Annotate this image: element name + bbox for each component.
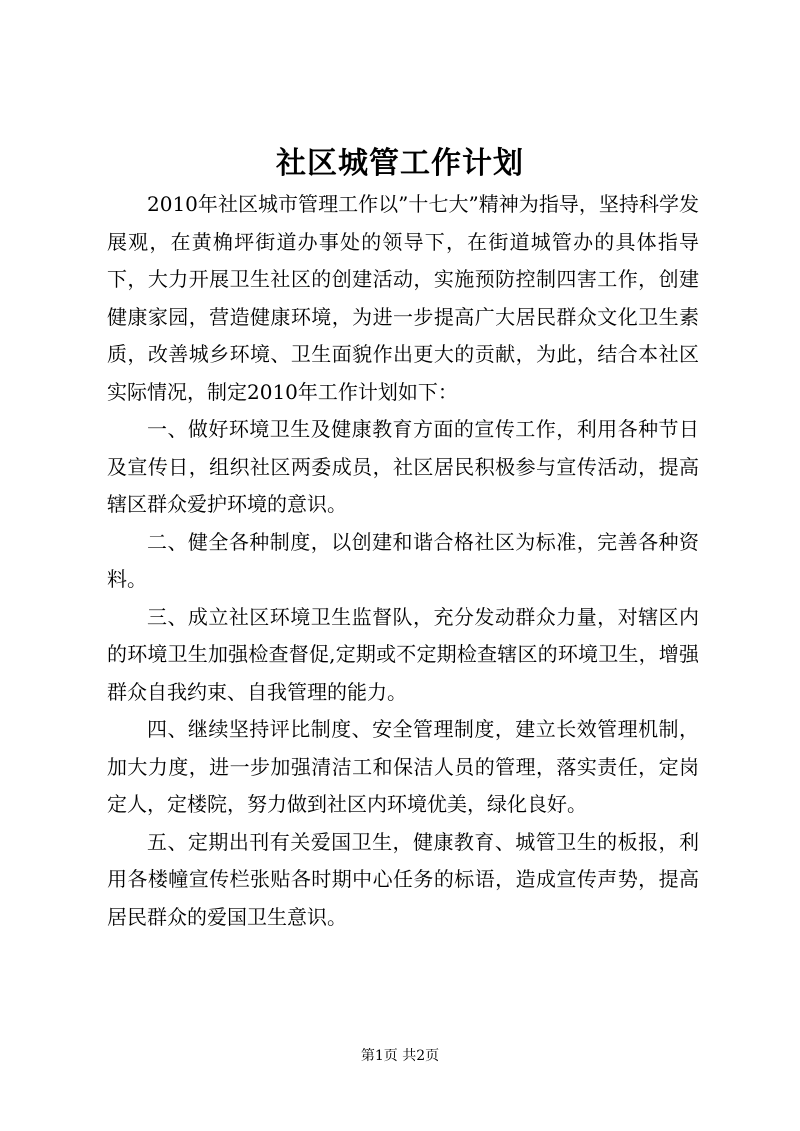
paragraph-item-1: 一、做好环境卫生及健康教育方面的宣传工作，利用各种节日及宣传日，组织社区两委成员，社区居民积极参与宣传活动，提高辖区群众爱护环境的意识。 — [107, 417, 699, 516]
document-body — [107, 186, 699, 936]
page-footer: 第1页 共2页 — [360, 1048, 440, 1064]
paragraph-item-4: 四、继续坚持评比制度、安全管理制度，建立长效管理机制，加大力度，进一步加强清洁工和保洁人员的管理，落实责任，定岗定人，定楼院，努力做到社区内环境优美，绿化良好。 — [107, 717, 699, 816]
paragraph-item-2: 二、健全各种制度，以创建和谐合格社区为标准，完善各种资料。 — [107, 529, 699, 591]
paragraph-item-5: 五、定期出刊有关爱国卫生，健康教育、城管卫生的板报，利用各楼幢宣传栏张贴各时期中心任务的标语，造成宣传声势，提高居民群众的爱国卫生意识。 — [107, 829, 699, 929]
paragraph-item-3: 三、成立社区环境卫生监督队，充分发动群众力量，对辖区内的环境卫生加强检查督促,定期或不定期检查辖区的环境卫生，增强群众自我约束、自我管理的能力。 — [107, 604, 699, 704]
document-title: 社区城管工作计划 — [276, 146, 524, 181]
paragraph-intro: 2010年社区城市管理工作以”十七大”精神为指导，坚持科学发展观，在黄桷坪街道办事处的领导下，在街道城管办的具体指导下，大力开展卫生社区的创建活动，实施预防控制四害工作，创建健康家园，营造健康环境，为进一步提高广大居民群众文化卫生素质，改善城乡环境、卫生面貌作出更大的贡献，为此，结合本社区实际情况，制定2010年工作计划如下： — [107, 192, 699, 404]
